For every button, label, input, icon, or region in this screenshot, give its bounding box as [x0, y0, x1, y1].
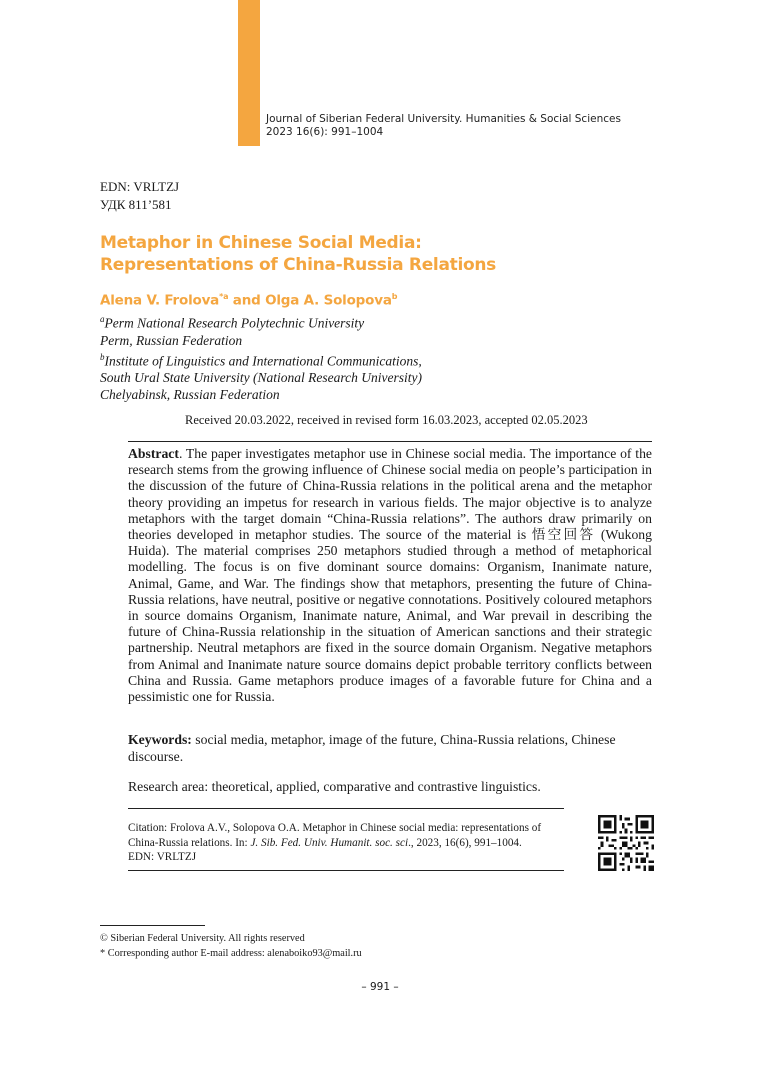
- author-conjunction: and: [228, 292, 266, 309]
- abstract: [128, 446, 652, 705]
- citation-bottom-rule: [128, 870, 564, 871]
- udk-code: УДК 811’581: [100, 197, 172, 212]
- title-line-2: Representations of China-Russia Relations: [100, 255, 496, 275]
- abstract-top-rule: [128, 441, 652, 442]
- affiliation-b-line-3: Chelyabinsk, Russian Federation: [100, 387, 280, 402]
- journal-issue: 2023 16(6): 991–1004: [266, 126, 384, 138]
- citation-pages: ., 2023, 16(6), 991–1004.: [408, 836, 522, 849]
- affiliation-b-line-2: South Ural State University (National Research University): [100, 370, 422, 385]
- affiliation-a-line-2: Perm, Russian Federation: [100, 332, 243, 348]
- journal-name: Journal of Siberian Federal University. Humanities & Social Sciences: [266, 113, 621, 125]
- author-2: Olga A. Solopova: [265, 292, 392, 309]
- keywords: [128, 731, 652, 765]
- affiliations: [100, 311, 422, 403]
- research-area: Research area: theoretical, applied, comparative and contrastive linguistics.: [128, 779, 541, 794]
- edn-code: EDN: VRLTZJ: [100, 179, 180, 194]
- citation: [128, 821, 568, 865]
- corresponding-author-note: * Corresponding author E-mail address: alenaboiko93@mail.ru: [100, 948, 362, 959]
- affiliation-b-line-1: $^b$Institute of Linguistics and International Communications,: [100, 351, 422, 368]
- author-list: [100, 292, 397, 309]
- abstract-label: Abstract: [128, 446, 179, 461]
- citation-journal: J. Sib. Fed. Univ. Humanit. soc. sci: [250, 836, 409, 849]
- author-1: Alena V. Frolova: [100, 292, 220, 309]
- citation-top-rule: [128, 808, 564, 809]
- abstract-text: . The paper investigates metaphor use in Chinese social media. The importance of the research stems from the growing influence of Chinese social media on people’s participation in the discussion of the future of China-Russia relations in the political arena and the metaphor theory providing an impetus for research in various fields. The major objective is to analyze metaphors with the target domain “China-Russia relations”. The authors draw primarily on theories developed in metaphor studies. The source of the material is 悟空回答 (Wukong Huida). The material comprises 250 metaphors studied through a method of metaphorical modelling. The focus is on five dominant source domains: Organism, Inanimate nature, Animal, Game, and War. The findings show that metaphors, presenting the future of China-Russia relations, have neutral, positive or negative connotations. Positively coloured metaphors in source domains Organism, Inanimate nature, Animal, and War prevail in describing the future of China-Russia relationship in the situation of American sanctions and their strategic partnership. Neutral metaphors are fixed in the source domain Organism. Negative metaphors from Animal and Inanimate nature source domains depict probable territory conflicts between China and Russia. Game metaphors produce images of a favorable future for China and a pessimistic one for Russia.: [128, 446, 652, 705]
- received-dates: Received 20.03.2022, received in revised form 16.03.2023, accepted 02.05.2023: [185, 413, 588, 427]
- affiliation-a-line-1: $^a$Perm National Research Polytechnic University: [100, 314, 365, 331]
- footnotes: [100, 931, 362, 961]
- footnote-rule: [100, 925, 205, 926]
- article-title: [100, 232, 496, 276]
- author-1-mark: *a: [219, 292, 229, 301]
- keywords-label: Keywords:: [128, 732, 192, 747]
- citation-text: Citation: Frolova A.V., Solopova O.A. Metaphor in Chinese social media: representations of China-Russia relations. In:: [128, 822, 542, 849]
- affiliation-b-mark: b: [100, 351, 105, 362]
- keywords-text: social media, metaphor, image of the future, China-Russia relations, Chinese discourse.: [128, 732, 616, 764]
- qr-code-icon: [598, 815, 654, 871]
- citation-edn: EDN: VRLTZJ: [128, 851, 197, 863]
- journal-header: [266, 113, 621, 139]
- page-number: – 991 –: [361, 981, 399, 993]
- copyright-note: © Siberian Federal University. All rights reserved: [100, 933, 305, 944]
- article-identifiers: [100, 178, 179, 214]
- author-2-mark: b: [391, 292, 398, 301]
- title-line-1: Metaphor in Chinese Social Media:: [100, 233, 422, 253]
- affiliation-a-mark: a: [100, 314, 105, 324]
- journal-accent-bar: [238, 0, 260, 146]
